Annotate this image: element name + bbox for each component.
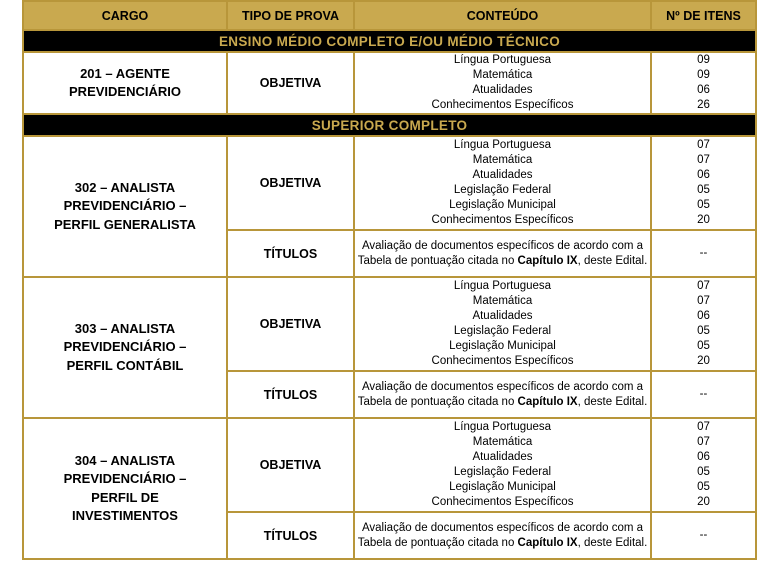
cargo-row-302-objetiva	[23, 136, 756, 230]
titulos-text: Avaliação de documentos específicos de acordo com a Tabela de pontuação citada no	[357, 380, 644, 408]
cargo-name-line: 303 – ANALISTA	[74, 320, 176, 336]
section-title-superior: SUPERIOR COMPLETO	[23, 114, 756, 136]
item-count: 07	[697, 421, 710, 433]
item-count: 05	[697, 481, 710, 493]
section-title-medio: ENSINO MÉDIO COMPLETO E/OU MÉDIO TÉCNICO	[23, 30, 756, 52]
item-count: 20	[697, 214, 710, 226]
cargo-row-201	[23, 52, 756, 114]
item-count: 05	[697, 199, 710, 211]
cargo-name-line: PREVIDENCIÁRIO –	[63, 471, 187, 486]
subjects-303	[354, 277, 651, 371]
subject-item: Legislação Federal	[453, 325, 552, 337]
subject-item: Língua Portuguesa	[453, 421, 552, 433]
item-count: 06	[697, 84, 710, 96]
subject-item: Língua Portuguesa	[453, 54, 552, 66]
cargo-name-line: PERFIL CONTÁBIL	[66, 357, 184, 373]
subjects-201	[354, 52, 651, 114]
titulos-description-303	[354, 371, 651, 418]
cargo-row-303-objetiva	[23, 277, 756, 371]
cargo-name-303	[23, 277, 227, 418]
item-count: 07	[697, 154, 710, 166]
subject-item: Atualidades	[472, 451, 533, 463]
subject-item: Atualidades	[472, 310, 533, 322]
item-count: 09	[697, 54, 710, 66]
item-count: 07	[697, 436, 710, 448]
item-count: 05	[697, 340, 710, 352]
subject-item: Matemática	[472, 436, 533, 448]
titulos-items-302: --	[651, 230, 756, 277]
header-tipo-de-prova: TIPO DE PROVA	[227, 1, 354, 30]
item-count: 20	[697, 355, 710, 367]
titulos-text-end: , deste Edital.	[577, 254, 648, 267]
titulos-chapter: Capítulo IX	[517, 395, 578, 408]
titulos-description-304	[354, 512, 651, 559]
subject-item: Língua Portuguesa	[453, 280, 552, 292]
subject-item: Matemática	[472, 69, 533, 81]
subject-item: Legislação Municipal	[449, 340, 556, 352]
item-count: 06	[697, 169, 710, 181]
tipo-objetiva-304: OBJETIVA	[227, 418, 354, 512]
item-count: 09	[697, 69, 710, 81]
exam-table	[22, 0, 757, 560]
subjects-304	[354, 418, 651, 512]
item-count: 07	[697, 280, 710, 292]
cargo-name-line: PERFIL DE	[91, 489, 159, 505]
items-201	[651, 52, 756, 114]
item-count: 07	[697, 295, 710, 307]
subject-item: Língua Portuguesa	[453, 139, 552, 151]
cargo-name-304	[23, 418, 227, 559]
cargo-name-line: PERFIL GENERALISTA	[54, 216, 196, 232]
header-row	[23, 1, 756, 30]
titulos-description-302	[354, 230, 651, 277]
tipo-titulos-302: TÍTULOS	[227, 230, 354, 277]
cargo-name-302	[23, 136, 227, 277]
item-count: 20	[697, 496, 710, 508]
subject-item: Matemática	[472, 295, 533, 307]
subject-item: Conhecimentos Específicos	[431, 99, 574, 111]
cargo-name-line: PREVIDENCIÁRIO	[69, 84, 181, 99]
item-count: 07	[697, 139, 710, 151]
titulos-chapter: Capítulo IX	[517, 254, 578, 267]
cargo-name-line: 201 – AGENTE	[80, 65, 170, 81]
subjects-302	[354, 136, 651, 230]
subject-item: Conhecimentos Específicos	[431, 355, 574, 367]
subject-item: Legislação Municipal	[449, 481, 556, 493]
subject-item: Atualidades	[472, 84, 533, 96]
cargo-row-304-objetiva	[23, 418, 756, 512]
tipo-objetiva-201: OBJETIVA	[227, 52, 354, 114]
subject-item: Conhecimentos Específicos	[431, 496, 574, 508]
subject-item: Legislação Municipal	[449, 199, 556, 211]
cargo-name-line: 304 – ANALISTA	[74, 452, 176, 468]
titulos-text-end: , deste Edital.	[577, 536, 648, 549]
section-band-medio	[23, 30, 756, 52]
subject-item: Matemática	[472, 154, 533, 166]
items-303	[651, 277, 756, 371]
titulos-items-303: --	[651, 371, 756, 418]
tipo-titulos-304: TÍTULOS	[227, 512, 354, 559]
titulos-text-end: , deste Edital.	[577, 395, 648, 408]
cargo-name-line: 302 – ANALISTA	[74, 179, 176, 195]
item-count: 05	[697, 466, 710, 478]
item-count: 06	[697, 310, 710, 322]
item-count: 05	[697, 184, 710, 196]
tipo-objetiva-303: OBJETIVA	[227, 277, 354, 371]
item-count: 05	[697, 325, 710, 337]
titulos-text: Avaliação de documentos específicos de acordo com a Tabela de pontuação citada no	[357, 521, 644, 549]
header-cargo: CARGO	[23, 1, 227, 30]
subject-item: Legislação Federal	[453, 184, 552, 196]
titulos-text: Avaliação de documentos específicos de acordo com a Tabela de pontuação citada no	[357, 239, 644, 267]
subject-item: Atualidades	[472, 169, 533, 181]
cargo-name-201	[23, 52, 227, 114]
header-conteudo: CONTEÚDO	[354, 1, 651, 30]
cargo-name-line: PREVIDENCIÁRIO –	[63, 339, 187, 355]
subject-item: Conhecimentos Específicos	[431, 214, 574, 226]
cargo-name-line: INVESTIMENTOS	[72, 508, 178, 523]
tipo-titulos-303: TÍTULOS	[227, 371, 354, 418]
item-count: 26	[697, 99, 710, 111]
items-302	[651, 136, 756, 230]
titulos-chapter: Capítulo IX	[517, 536, 578, 549]
item-count: 06	[697, 451, 710, 463]
header-numero-de-itens: Nº DE ITENS	[651, 1, 756, 30]
cargo-name-line: PREVIDENCIÁRIO –	[63, 198, 187, 214]
section-band-superior	[23, 114, 756, 136]
tipo-objetiva-302: OBJETIVA	[227, 136, 354, 230]
items-304	[651, 418, 756, 512]
subject-item: Legislação Federal	[453, 466, 552, 478]
titulos-items-304: --	[651, 512, 756, 559]
